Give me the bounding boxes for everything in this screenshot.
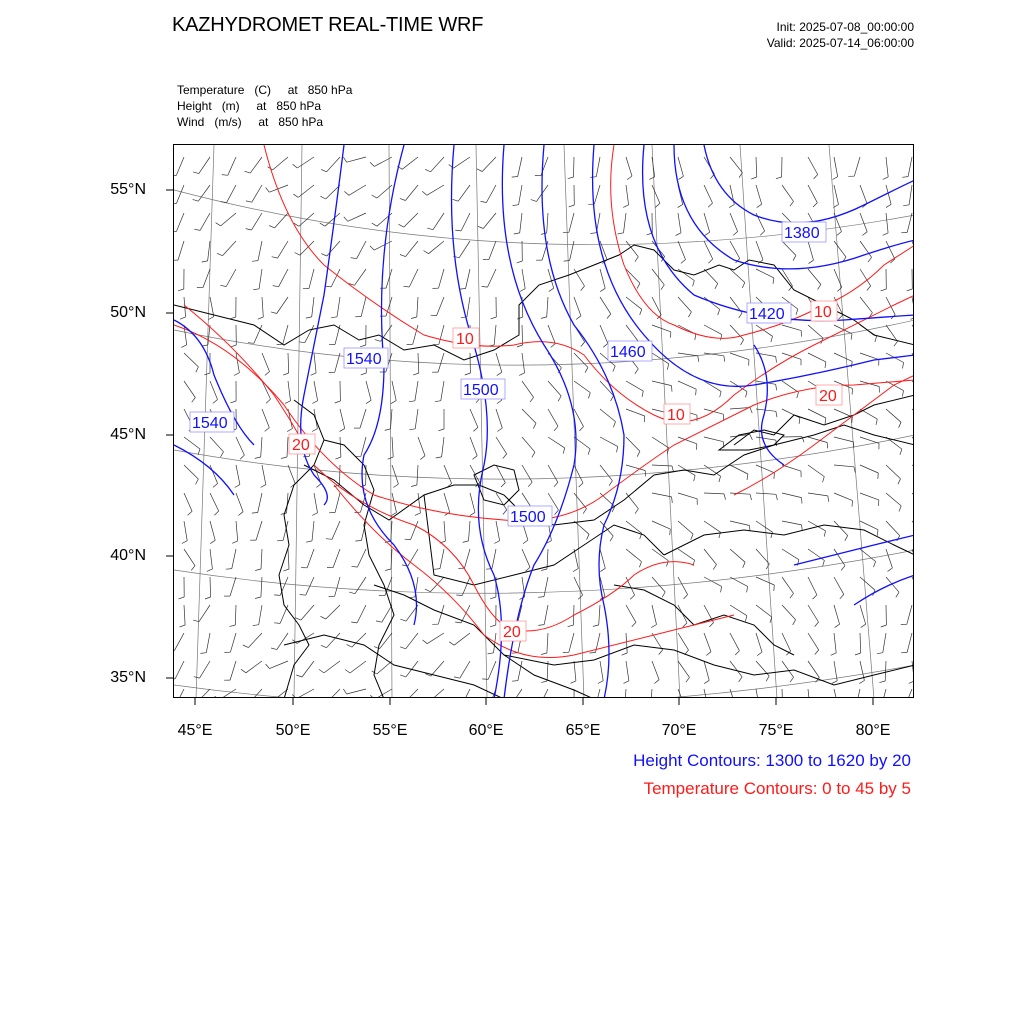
field-temperature: Temperature (C) at 850 hPa xyxy=(177,83,353,97)
height-label-1380: 1380 xyxy=(784,225,820,242)
lat-label-40n: 40°N xyxy=(110,547,146,564)
lon-label-60e: 60°E xyxy=(468,722,504,739)
field-wind: Wind (m/s) at 850 hPa xyxy=(177,115,324,129)
temp-label-20-a: 20 xyxy=(292,437,310,454)
lon-label-70e: 70°E xyxy=(661,722,697,739)
temp-label-10-b: 10 xyxy=(667,407,685,424)
temp-label-20-c: 20 xyxy=(819,388,837,405)
temp-label-20-b: 20 xyxy=(503,624,521,641)
height-contour-legend: Height Contours: 1300 to 1620 by 20 xyxy=(633,751,911,770)
lat-label-55n: 55°N xyxy=(110,181,146,198)
lon-label-55e: 55°E xyxy=(372,722,408,739)
lat-label-50n: 50°N xyxy=(110,304,146,321)
lat-label-35n: 35°N xyxy=(110,669,146,686)
height-label-1540-a: 1540 xyxy=(346,351,382,368)
lon-label-45e: 45°E xyxy=(177,722,213,739)
lon-label-50e: 50°E xyxy=(275,722,311,739)
lon-label-80e: 80°E xyxy=(855,722,891,739)
lon-label-65e: 65°E xyxy=(565,722,601,739)
valid-time: Valid: 2025-07-14_06:00:00 xyxy=(766,36,914,50)
height-label-1500-a: 1500 xyxy=(463,382,499,399)
height-label-1500-b: 1500 xyxy=(510,509,546,526)
lon-label-75e: 75°E xyxy=(758,722,794,739)
init-time: Init: 2025-07-08_00:00:00 xyxy=(776,20,914,34)
temp-label-10-a: 10 xyxy=(456,331,474,348)
temperature-contour-legend: Temperature Contours: 0 to 45 by 5 xyxy=(643,779,911,798)
height-label-1540-b: 1540 xyxy=(192,415,228,432)
height-label-1460: 1460 xyxy=(610,344,646,361)
temp-label-10-c: 10 xyxy=(814,304,832,321)
field-height: Height (m) at 850 hPa xyxy=(177,99,322,113)
height-label-1420: 1420 xyxy=(749,306,785,323)
lat-label-45n: 45°N xyxy=(110,426,146,443)
plot-title: KAZHYDROMET REAL-TIME WRF xyxy=(172,14,484,36)
